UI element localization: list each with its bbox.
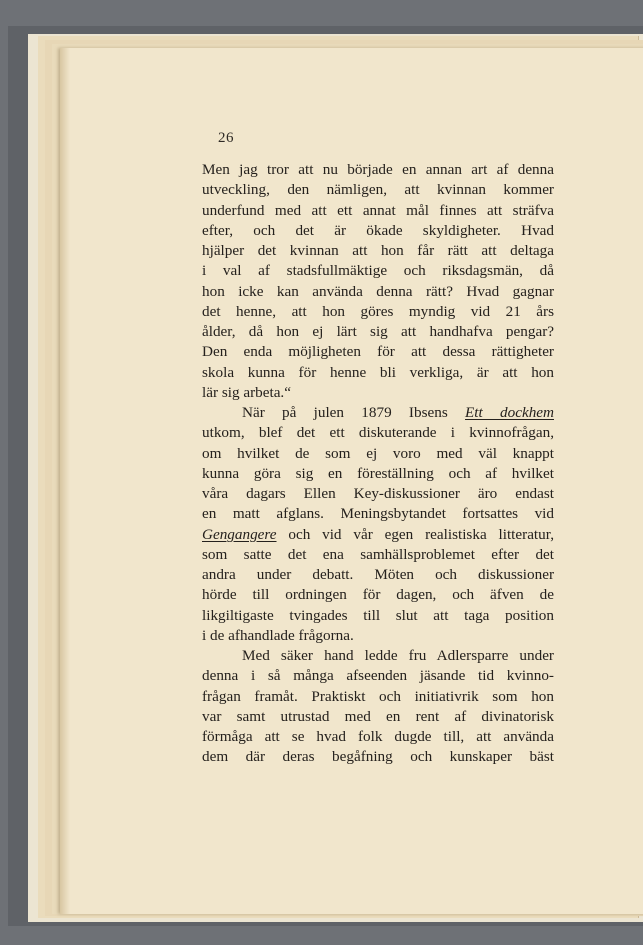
text-line [202,525,554,545]
text-run: våra dagars Ellen Key-diskussioner äro endast [202,485,554,502]
text-run: Med säker hand ledde fru Adlersparre under [242,647,554,664]
text-run: utkom, blef det ett diskuterande i kvinnofrågan, [202,424,554,442]
page-number: 26 [218,130,234,146]
text-line [202,484,554,504]
text-run: det henne, att hon göres myndig vid 21 års [202,302,554,320]
text-run: en matt afglans. Meningsbytandet fortsattes vid [202,505,554,523]
text-line [202,302,554,322]
text-line [202,342,554,362]
text-line [202,606,554,626]
text-run: som satte det ena samhällsproblemet efter det [202,545,554,563]
text-line [202,403,554,423]
text-line [202,261,554,281]
text-line [202,666,554,686]
text-line [202,383,554,403]
italic-title: Ett dockhem [465,404,554,421]
text-run: frågan framåt. Praktiskt och initiativrik som hon [202,687,554,705]
text-run: denna i så många afseenden jäsande tid kvinno- [202,667,554,685]
text-run: underfund med att ett annat mål finnes att sträfva [202,201,554,219]
text-run: lär sig arbeta.“ [202,383,291,401]
text-line [202,626,554,646]
text-line [202,180,554,200]
text-line [202,160,554,180]
text-line [202,444,554,464]
text-line [202,545,554,565]
text-run: ålder, då hon ej lärt sig att handhafva pengar? [202,323,554,340]
text-line [202,363,554,383]
text-run: i val af stadsfullmäktige och riksdagsmän, då [202,262,554,280]
text-run: andra under debatt. Möten och diskussioner [202,566,554,583]
text-run: och vid vår egen realistiska litteratur, [276,525,554,543]
text-run: hon icke kan använda denna rätt? Hvad gagnar [202,282,554,300]
text-run: skola kunna för henne bli verkliga, är att hon [202,363,554,381]
text-run: om hvilket de som ej voro med väl knappt [202,444,554,462]
text-run: hjälper det kvinnan att hon får rätt att deltaga [202,242,554,259]
text-run: utveckling, den nämligen, att kvinnan kommer [202,181,554,199]
italic-title: Gengangere [202,525,277,543]
book-page [60,48,643,914]
text-line [202,322,554,342]
text-line [202,565,554,585]
text-run: kunna göra sig en föreställning och af hvilket [202,464,554,482]
text-run: dem där deras begåfning och kunskaper bäst [202,748,554,766]
text-line [202,504,554,524]
text-run: Den enda möjligheten för att dessa rättigheter [202,343,554,361]
text-line [202,282,554,302]
text-run: likgiltigaste tvingades till slut att taga position [202,606,554,624]
text-line [202,646,554,666]
text-line [202,727,554,747]
text-run: När på julen 1879 Ibsens [242,404,466,421]
text-line [202,585,554,605]
text-run: var samt utrustad med en rent af divinatorisk [202,707,554,725]
text-line [202,707,554,727]
text-line [202,241,554,261]
text-line [202,687,554,707]
text-run: efter, och det är ökade skyldigheter. Hvad [202,221,554,239]
text-line [202,221,554,241]
text-run: Men jag tror att nu började en annan art af denna [202,161,554,178]
text-run: hörde till ordningen för dagen, och äfven de [202,586,554,604]
text-run: i de afhandlade frågorna. [202,626,354,644]
page-fold-shadow [60,48,70,914]
text-line [202,464,554,484]
text-run: förmåga att se hvad folk dugde till, att använda [202,728,554,745]
text-line [202,201,554,221]
text-line [202,423,554,443]
text-line [202,747,554,767]
body-text [202,160,554,768]
